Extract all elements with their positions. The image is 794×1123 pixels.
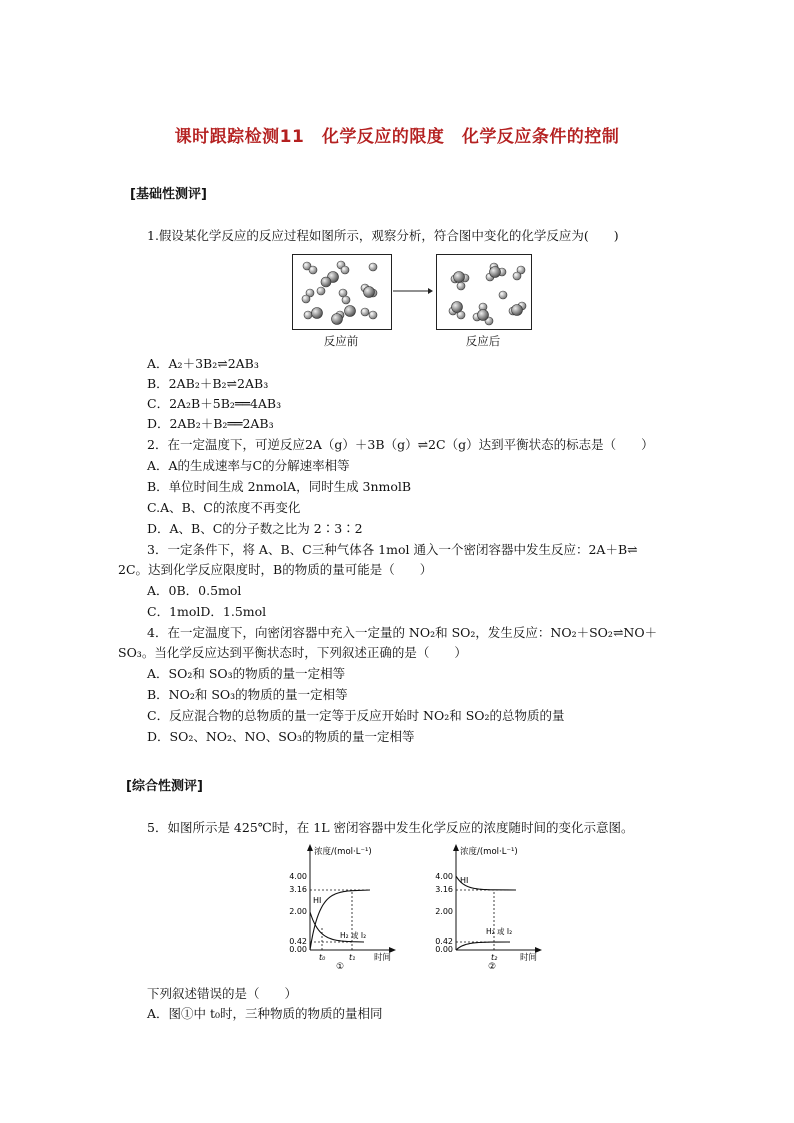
chart2-ytick-4: 4.00 [435, 872, 453, 881]
chart2-fig-label: ② [487, 962, 497, 970]
q1-option-d: D．2AB₂＋B₂══2AB₃ [147, 416, 274, 431]
q2-option-a: A．A的生成速率与C的分解速率相等 [147, 458, 350, 473]
q3-stem-line1: 3．一定条件下，将 A、B、C三种气体各 1mol 通入一个密闭容器中发生反应：2A＋B⇌ [147, 542, 638, 557]
chart2-y-arrow-icon [453, 844, 459, 851]
chart1-fig-label: ① [335, 962, 345, 970]
chart1-t1: t₁ [349, 953, 356, 962]
q1-option-c: C．2A₂B＋5B₂══4AB₃ [147, 396, 282, 411]
chart-2 [428, 842, 546, 970]
q1-stem: 1.假设某化学反应的反应过程如图所示，观察分析，符合图中变化的化学反应为( ) [147, 228, 619, 243]
after-molecules-image [437, 255, 531, 329]
q1-option-b: B．2AB₂＋B₂⇌2AB₃ [147, 376, 269, 391]
q2-option-c: C.A、B、C的浓度不再变化 [147, 500, 301, 515]
section-heading-basic: [基础性测评] [130, 187, 207, 202]
chart1-ytick-316: 3.16 [289, 885, 307, 894]
q4-option-d: D．SO₂、NO₂、NO、SO₃的物质的量一定相等 [147, 729, 415, 744]
q2-stem: 2．在一定温度下，可逆反应2A（g）＋3B（g）⇌2C（g）达到平衡状态的标志是（ ） [147, 437, 654, 452]
q2-option-d: D．A、B、C的分子数之比为 2∶3∶2 [147, 521, 363, 536]
chart1-ytick-0: 0.00 [289, 945, 307, 954]
chart1-y-arrow-icon [307, 844, 313, 851]
q4-stem-line2: SO₃。当化学反应达到平衡状态时，下列叙述正确的是（ ） [118, 645, 467, 660]
q3-options-ab: A．0B．0.5mol [147, 583, 242, 598]
chart2-ylabel: 浓度/(mol·L⁻¹) [460, 847, 518, 857]
chart2-ytick-2: 2.00 [435, 907, 453, 916]
chart2-series-h2 [456, 942, 510, 950]
page-title: 课时跟踪检测11 化学反应的限度 化学反应条件的控制 [174, 127, 620, 147]
q4-option-a: A．SO₂和 SO₃的物质的量一定相等 [147, 666, 346, 681]
q4-stem-line1: 4．在一定温度下，向密闭容器中充入一定量的 NO₂和 SO₂，发生反应：NO₂＋SO₂⇌NO＋ [147, 625, 658, 640]
chart-1 [282, 842, 400, 970]
q3-stem-line2: 2C。达到化学反应限度时，B的物质的量可能是（ ） [118, 562, 433, 577]
chart2-ytick-0: 0.00 [435, 945, 453, 954]
q2-option-b: B．单位时间生成 2nmolA，同时生成 3nmolB [147, 479, 412, 494]
chart2-ytick-316: 3.16 [435, 885, 453, 894]
q5-option-a: A．图①中 t₀时，三种物质的物质的量相同 [147, 1006, 383, 1021]
q4-option-b: B．NO₂和 SO₃的物质的量一定相等 [147, 687, 348, 702]
q1-option-a: A．A₂＋3B₂⇌2AB₃ [147, 356, 259, 371]
q5-stem: 5．如图所示是 425℃时，在 1L 密闭容器中发生化学反应的浓度随时间的变化示意图。 [147, 820, 634, 835]
chart1-t0: t₀ [319, 953, 326, 962]
after-reaction-box [436, 254, 532, 330]
q5-question: 下列叙述错误的是（ ） [147, 986, 298, 1001]
chart2-h2-label: H₂ 或 I₂ [486, 927, 513, 936]
label-after: 反应后 [465, 334, 501, 348]
chart1-xlabel: 时间 [374, 953, 392, 963]
chart2-xlabel: 时间 [520, 953, 538, 963]
chart1-ytick-042: 0.42 [289, 937, 307, 946]
chart1-h2-label: H₂ 或 I₂ [340, 931, 367, 940]
q4-option-c: C．反应混合物的总物质的量一定等于反应开始时 NO₂和 SO₂的总物质的量 [147, 708, 565, 723]
label-before: 反应前 [323, 334, 359, 348]
chart1-ylabel: 浓度/(mol·L⁻¹) [314, 847, 372, 857]
before-reaction-box [292, 254, 392, 330]
chart1-hi-label: HI [313, 896, 322, 905]
chart1-ytick-4: 4.00 [289, 872, 307, 881]
q3-options-cd: C．1molD．1.5mol [147, 604, 267, 619]
chart1-ytick-2: 2.00 [289, 907, 307, 916]
reaction-arrow-icon [392, 286, 434, 296]
chart2-hi-label: HI [460, 876, 469, 885]
chart2-ytick-042: 0.42 [435, 937, 453, 946]
before-molecules-image [293, 255, 391, 329]
section-heading-comprehensive: [综合性测评] [126, 779, 203, 794]
chart2-t2: t₂ [491, 953, 498, 962]
